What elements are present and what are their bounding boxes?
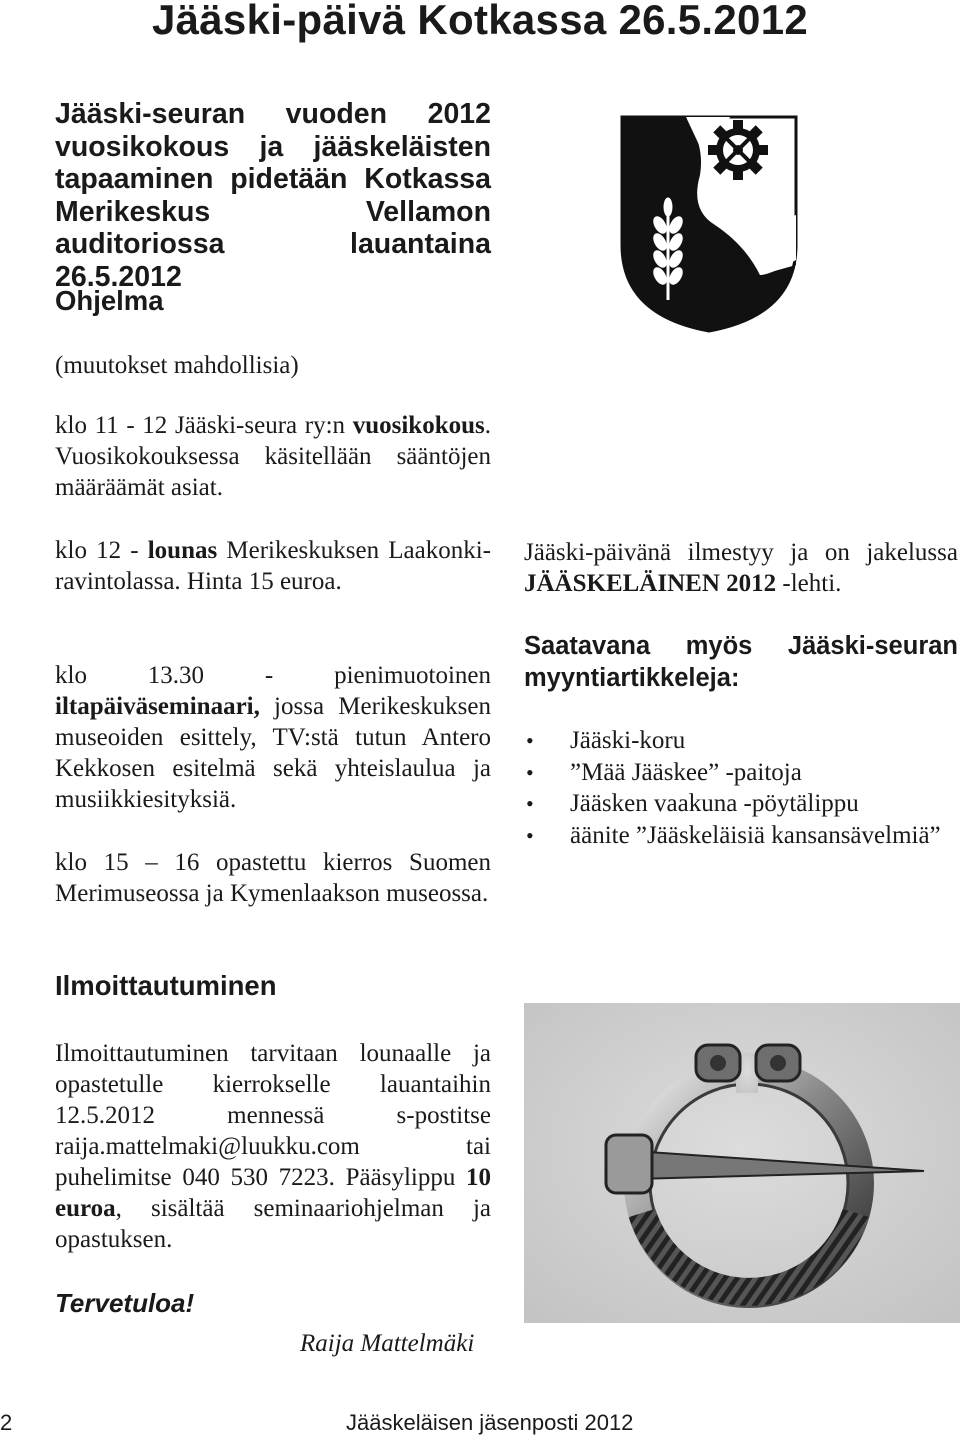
item-bold: iltapäiväseminaari,: [55, 693, 260, 720]
brooch-photo: [524, 1003, 960, 1323]
registration-heading: Ilmoittautuminen: [55, 970, 277, 1001]
magazine-title: JÄÄSKELÄINEN 2012: [524, 570, 777, 597]
list-item: [524, 725, 958, 757]
intro-text: Jääski-seuran vuoden 2012 vuosikokous ja jääskeläisten tapaaminen pidetään Kotkassa Merikeskus Vellamon auditoriossa lauantaina 26.5.2012: [55, 98, 491, 293]
program-item-annual-meeting: [55, 410, 491, 503]
gear-icon: [708, 120, 768, 180]
item-label: Jääski-koru: [570, 727, 686, 754]
item-text: klo 12 -: [55, 537, 148, 564]
item-text: klo 11 - 12 Jääski-seura ry:n: [55, 412, 353, 439]
sales-heading: Saatavana myös Jääski-seuran myyntiartikkeleja:: [524, 632, 958, 692]
item-text: Merikeskuksen Laakonki-ravintolassa. Hinta 15 euroa.: [55, 537, 491, 595]
item-text: . Vuosikokouksessa käsitellään sääntöjen määräämät asiat.: [55, 412, 491, 501]
item-label: Jääsken vaakuna -pöytälippu: [570, 790, 859, 817]
page-title: Jääski-päivä Kotkassa 26.5.2012: [151, 0, 809, 43]
publication-name: Jääskeläisen jäsenposti 2012: [346, 1410, 634, 1435]
bullet-icon: •: [526, 791, 534, 816]
program-item-tour: klo 15 – 16 opastettu kierros Suomen Merimuseossa ja Kymenlaakson museossa.: [55, 849, 491, 907]
list-item: [524, 820, 958, 852]
item-text: klo 13.30 - pienimuotoinen: [55, 662, 491, 689]
list-item: [524, 788, 958, 820]
signature: Raija Mattelmäki: [300, 1330, 475, 1357]
sales-list: [524, 725, 958, 851]
page-number: 2: [0, 1410, 13, 1435]
list-item: [524, 757, 958, 789]
welcome-text: Tervetuloa!: [55, 1288, 195, 1318]
program-item-seminar: [55, 660, 491, 815]
program-heading: Ohjelma: [55, 285, 164, 316]
bullet-icon: •: [526, 822, 534, 848]
bullet-icon: •: [526, 759, 534, 785]
program-item-lunch: [55, 535, 491, 597]
item-bold: vuosikokous: [352, 412, 485, 439]
registration-text: [55, 1038, 491, 1255]
price-text-rest: , sisältää seminaariohjelman ja opastuksen.: [55, 1195, 491, 1253]
item-label: ”Mää Jääskee” -paitoja: [570, 758, 802, 786]
item-label: äänite ”Jääskeläisiä kansansävelmiä”: [570, 821, 941, 849]
magazine-pre: Jääski-päivänä ilmestyy ja on jakelussa: [524, 539, 958, 566]
coat-of-arms-image: [620, 115, 798, 333]
program-note: (muutokset mahdollisia): [55, 352, 299, 379]
bullet-icon: •: [526, 728, 534, 753]
magazine-post: -lehti.: [776, 570, 842, 597]
item-bold: lounas: [147, 537, 218, 564]
price-bold: 10 euroa: [55, 1164, 492, 1222]
price-text: Pääsylippu: [345, 1164, 467, 1191]
magazine-text: [524, 537, 958, 599]
item-text: jossa Merikeskuksen museoiden esittely, TV:stä tutun Antero Kekkosen esitelmä sekä yhteislaulua ja musiikkiesityksiä.: [55, 693, 491, 813]
registration-body: Ilmoittautuminen tarvitaan lounaalle ja opastetulle kierrokselle lauantaihin 12.5.2012 mennessä s-postitse raija.mattelmaki@luukku.com tai puhelimitse 040 530 7223.: [55, 1040, 491, 1191]
